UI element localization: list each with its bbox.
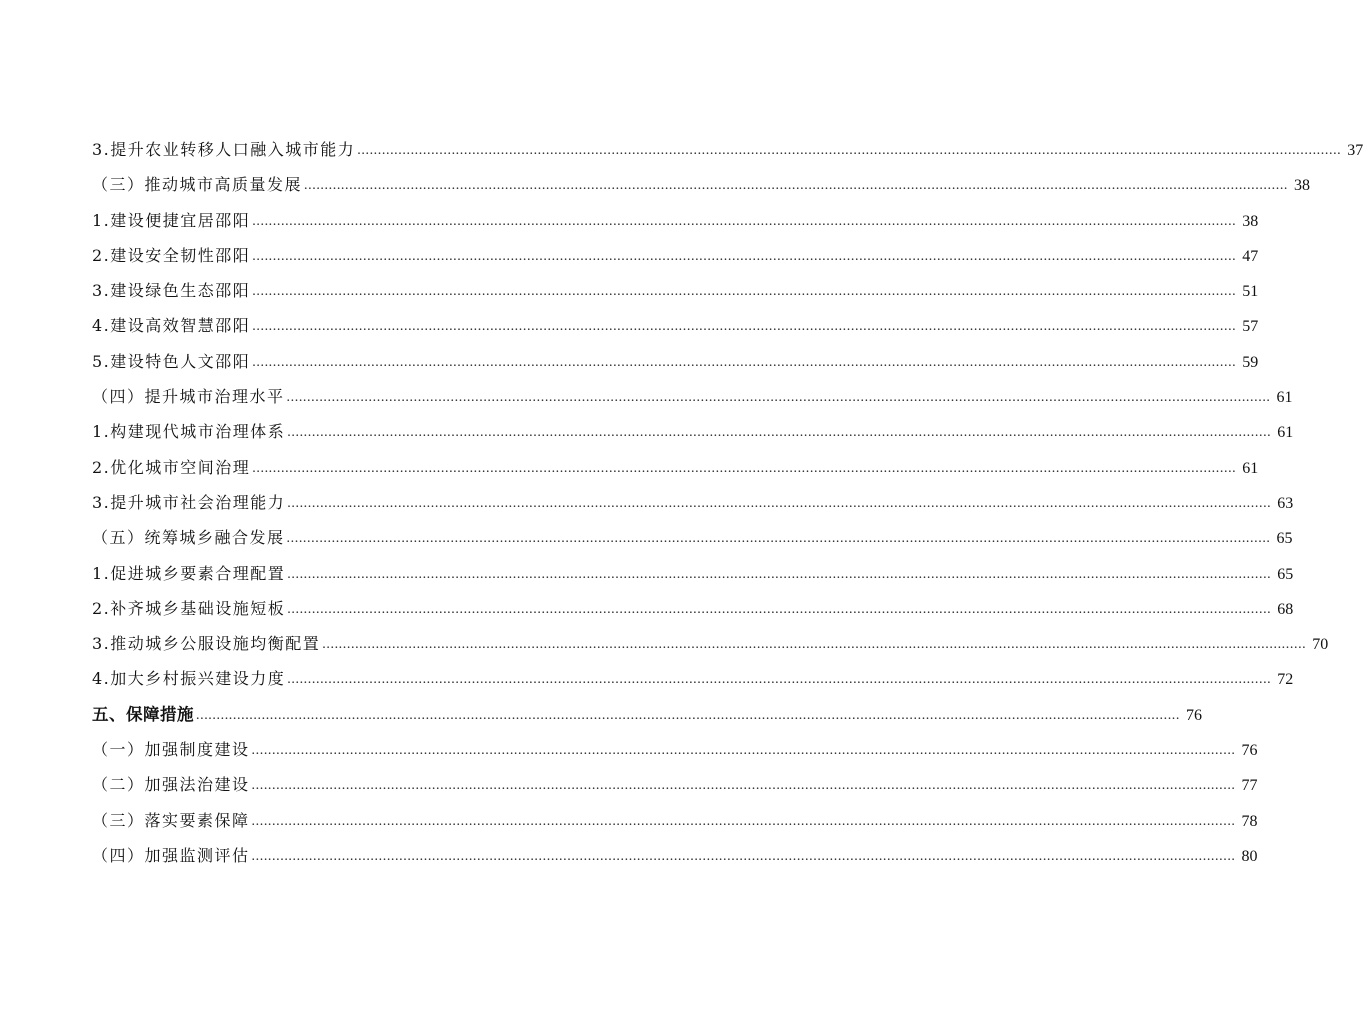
toc-entry-page: 76 bbox=[1186, 706, 1202, 724]
toc-entry-page: 38 bbox=[1294, 177, 1311, 195]
toc-entry-title: 4.加大乡村振兴建设力度 bbox=[92, 669, 286, 689]
dot-leader: ................................................................................................................................................................................................................................................ bbox=[287, 672, 1272, 688]
dot-leader: ................................................................................................................................................................................................................................................ bbox=[304, 178, 1289, 194]
toc-entry-page: 51 bbox=[1242, 283, 1259, 301]
toc-entry-page: 80 bbox=[1241, 847, 1258, 865]
toc-entry-page: 65 bbox=[1276, 530, 1293, 548]
dot-leader: ................................................................................................................................................................................................................................................ bbox=[252, 248, 1237, 264]
dot-leader: ................................................................................................................................................................................................................................................ bbox=[322, 637, 1307, 653]
dot-leader: ................................................................................................................................................................................................................................................ bbox=[287, 425, 1272, 441]
toc-entry-title: 2.优化城市空间治理 bbox=[92, 457, 251, 477]
toc-entry[interactable] bbox=[92, 450, 1259, 485]
toc-entry-page: 37 bbox=[1347, 142, 1363, 159]
toc-entry[interactable] bbox=[92, 556, 1294, 591]
dot-leader: ................................................................................................................................................................................................................................................ bbox=[251, 813, 1236, 829]
toc-entry-title: 1.促进城乡要素合理配置 bbox=[92, 563, 286, 583]
dot-leader: ................................................................................................................................................................................................................................................ bbox=[251, 743, 1236, 759]
dot-leader: ................................................................................................................................................................................................................................................ bbox=[251, 778, 1236, 794]
dot-leader: ................................................................................................................................................................................................................................................ bbox=[251, 848, 1236, 864]
toc-entry-title: 4.建设高效智慧邵阳 bbox=[92, 316, 251, 336]
table-of-contents bbox=[92, 132, 1363, 873]
toc-entry-title: （三）推动城市高质量发展 bbox=[92, 175, 303, 195]
toc-entry-page: 63 bbox=[1277, 494, 1294, 512]
toc-entry-page: 61 bbox=[1242, 459, 1259, 477]
toc-entry-title: （五）统筹城乡融合发展 bbox=[92, 528, 285, 548]
toc-entry-title: 2.建设安全韧性邵阳 bbox=[92, 245, 251, 265]
toc-entry[interactable] bbox=[92, 203, 1259, 238]
toc-entry-title: 3.建设绿色生态邵阳 bbox=[92, 281, 251, 301]
toc-entry[interactable] bbox=[92, 414, 1294, 449]
toc-entry[interactable] bbox=[92, 485, 1294, 520]
toc-entry-page: 47 bbox=[1242, 247, 1259, 265]
dot-leader: ................................................................................................................................................................................................................................................ bbox=[252, 213, 1237, 229]
toc-entry-title: 3.提升城市社会治理能力 bbox=[92, 492, 286, 512]
toc-entry[interactable] bbox=[92, 308, 1259, 343]
toc-entry-page: 38 bbox=[1242, 212, 1259, 230]
toc-entry-page: 72 bbox=[1277, 671, 1294, 689]
toc-entry-page: 78 bbox=[1241, 812, 1258, 830]
dot-leader: ................................................................................................................................................................................................................................................ bbox=[252, 284, 1237, 300]
toc-entry[interactable] bbox=[92, 767, 1258, 802]
dot-leader: ................................................................................................................................................................................................................................................ bbox=[286, 531, 1271, 547]
toc-entry-page: 57 bbox=[1242, 318, 1259, 336]
toc-entry-page: 59 bbox=[1242, 353, 1259, 371]
toc-entry-title: 3.提升农业转移人口融入城市能力 bbox=[92, 140, 356, 159]
dot-leader: ................................................................................................................................................................................................................................................ bbox=[196, 707, 1180, 723]
toc-entry-title: 1.构建现代城市治理体系 bbox=[92, 422, 286, 442]
toc-entry[interactable] bbox=[92, 732, 1258, 767]
dot-leader: ................................................................................................................................................................................................................................................ bbox=[252, 460, 1237, 476]
toc-entry[interactable] bbox=[92, 591, 1294, 626]
dot-leader: ................................................................................................................................................................................................................................................ bbox=[287, 601, 1272, 617]
toc-entry[interactable] bbox=[92, 520, 1293, 555]
toc-entry[interactable] bbox=[92, 661, 1294, 696]
toc-entry-page: 61 bbox=[1277, 424, 1294, 442]
toc-entry-title: 五、保障措施 bbox=[92, 704, 194, 724]
toc-entry-title: （一）加强制度建设 bbox=[92, 740, 250, 760]
toc-entry-title: 1.建设便捷宜居邵阳 bbox=[92, 210, 251, 230]
toc-entry-page: 76 bbox=[1241, 742, 1258, 760]
toc-entry-page: 77 bbox=[1241, 777, 1258, 795]
toc-entry-title: （三）落实要素保障 bbox=[92, 810, 250, 830]
toc-entry-title: 3.推动城乡公服设施均衡配置 bbox=[92, 634, 321, 654]
toc-entry[interactable] bbox=[92, 626, 1329, 661]
toc-entry-page: 61 bbox=[1276, 389, 1293, 407]
toc-entry[interactable] bbox=[92, 838, 1258, 873]
toc-entry-title: （四）提升城市治理水平 bbox=[92, 387, 285, 407]
toc-entry[interactable] bbox=[92, 167, 1311, 202]
toc-entry[interactable] bbox=[92, 803, 1258, 838]
dot-leader: ................................................................................................................................................................................................................................................ bbox=[286, 390, 1271, 406]
toc-entry-page: 65 bbox=[1277, 565, 1294, 583]
toc-entry-page: 70 bbox=[1312, 636, 1329, 654]
toc-entry[interactable] bbox=[92, 697, 1202, 732]
toc-entry[interactable] bbox=[92, 273, 1259, 308]
toc-entry-title: （二）加强法治建设 bbox=[92, 775, 250, 795]
dot-leader: ................................................................................................................................................................................................................................................ bbox=[252, 319, 1237, 335]
dot-leader: ................................................................................................................................................................................................................................................ bbox=[252, 354, 1237, 370]
dot-leader: ................................................................................................................................................................................................................................................ bbox=[287, 495, 1272, 511]
toc-entry[interactable] bbox=[92, 379, 1293, 414]
toc-entry-title: 5.建设特色人文邵阳 bbox=[92, 351, 251, 371]
dot-leader: ................................................................................................................................................................................................................................................ bbox=[357, 143, 1342, 158]
toc-entry-title: 2.补齐城乡基础设施短板 bbox=[92, 598, 286, 618]
dot-leader: ................................................................................................................................................................................................................................................ bbox=[287, 566, 1272, 582]
toc-entry[interactable] bbox=[92, 344, 1259, 379]
toc-entry[interactable] bbox=[92, 132, 1363, 167]
toc-entry-page: 68 bbox=[1277, 600, 1294, 618]
toc-entry[interactable] bbox=[92, 238, 1259, 273]
toc-entry-title: （四）加强监测评估 bbox=[92, 845, 250, 865]
